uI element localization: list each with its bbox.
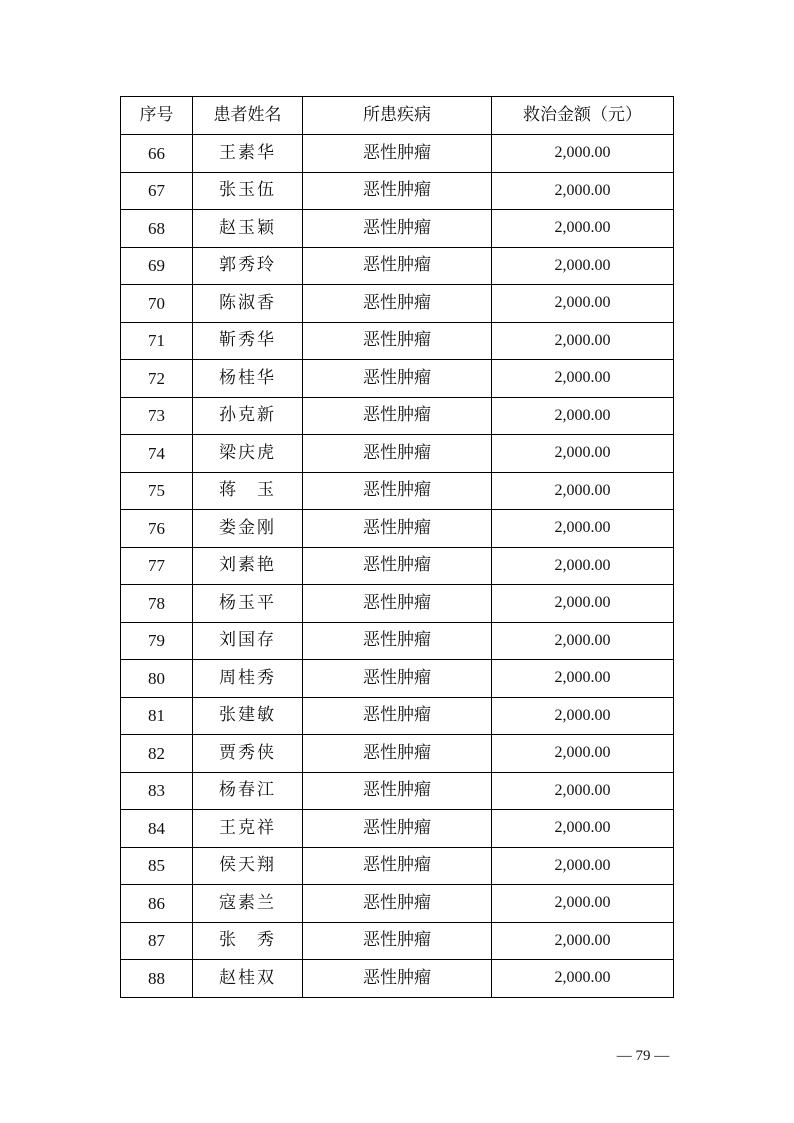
patient-name: 刘国存 bbox=[193, 622, 303, 660]
patient-name: 侯天翔 bbox=[193, 847, 303, 885]
table-row bbox=[121, 735, 674, 773]
patient-name: 靳秀华 bbox=[193, 322, 303, 360]
header-patient-name: 患者姓名 bbox=[193, 97, 303, 135]
amount: 2,000.00 bbox=[492, 810, 674, 848]
disease: 恶性肿瘤 bbox=[303, 397, 492, 435]
patient-name: 梁庆虎 bbox=[193, 435, 303, 473]
amount: 2,000.00 bbox=[492, 885, 674, 923]
row-index: 75 bbox=[121, 472, 193, 510]
row-index: 86 bbox=[121, 885, 193, 923]
amount: 2,000.00 bbox=[492, 397, 674, 435]
disease: 恶性肿瘤 bbox=[303, 697, 492, 735]
patient-name: 蒋 玉 bbox=[193, 472, 303, 510]
table-row bbox=[121, 135, 674, 173]
disease: 恶性肿瘤 bbox=[303, 885, 492, 923]
row-index: 67 bbox=[121, 172, 193, 210]
row-index: 87 bbox=[121, 922, 193, 960]
amount: 2,000.00 bbox=[492, 510, 674, 548]
header-amount: 救治金额（元） bbox=[492, 97, 674, 135]
row-index: 77 bbox=[121, 547, 193, 585]
patient-name: 寇素兰 bbox=[193, 885, 303, 923]
row-index: 70 bbox=[121, 285, 193, 323]
disease: 恶性肿瘤 bbox=[303, 660, 492, 698]
disease: 恶性肿瘤 bbox=[303, 772, 492, 810]
amount: 2,000.00 bbox=[492, 210, 674, 248]
table-row bbox=[121, 585, 674, 623]
row-index: 88 bbox=[121, 960, 193, 998]
row-index: 81 bbox=[121, 697, 193, 735]
row-index: 66 bbox=[121, 135, 193, 173]
table-row bbox=[121, 547, 674, 585]
disease: 恶性肿瘤 bbox=[303, 285, 492, 323]
amount: 2,000.00 bbox=[492, 435, 674, 473]
disease: 恶性肿瘤 bbox=[303, 210, 492, 248]
row-index: 73 bbox=[121, 397, 193, 435]
disease: 恶性肿瘤 bbox=[303, 360, 492, 398]
patient-name: 赵玉颖 bbox=[193, 210, 303, 248]
header-disease: 所患疾病 bbox=[303, 97, 492, 135]
table-row bbox=[121, 435, 674, 473]
patient-name: 娄金刚 bbox=[193, 510, 303, 548]
disease: 恶性肿瘤 bbox=[303, 322, 492, 360]
amount: 2,000.00 bbox=[492, 172, 674, 210]
row-index: 85 bbox=[121, 847, 193, 885]
patient-name: 杨春江 bbox=[193, 772, 303, 810]
table-row bbox=[121, 960, 674, 998]
amount: 2,000.00 bbox=[492, 660, 674, 698]
table-row bbox=[121, 285, 674, 323]
table-row bbox=[121, 772, 674, 810]
patient-name: 刘素艳 bbox=[193, 547, 303, 585]
disease: 恶性肿瘤 bbox=[303, 735, 492, 773]
table-row bbox=[121, 660, 674, 698]
amount: 2,000.00 bbox=[492, 472, 674, 510]
disease: 恶性肿瘤 bbox=[303, 510, 492, 548]
row-index: 69 bbox=[121, 247, 193, 285]
page-number: — 79 — bbox=[616, 1048, 670, 1064]
disease: 恶性肿瘤 bbox=[303, 135, 492, 173]
disease: 恶性肿瘤 bbox=[303, 847, 492, 885]
row-index: 79 bbox=[121, 622, 193, 660]
row-index: 76 bbox=[121, 510, 193, 548]
amount: 2,000.00 bbox=[492, 360, 674, 398]
patient-name: 王素华 bbox=[193, 135, 303, 173]
amount: 2,000.00 bbox=[492, 322, 674, 360]
table-row bbox=[121, 172, 674, 210]
table-row bbox=[121, 247, 674, 285]
amount: 2,000.00 bbox=[492, 585, 674, 623]
amount: 2,000.00 bbox=[492, 922, 674, 960]
patient-name: 陈淑香 bbox=[193, 285, 303, 323]
patient-name: 贾秀侠 bbox=[193, 735, 303, 773]
amount: 2,000.00 bbox=[492, 135, 674, 173]
row-index: 83 bbox=[121, 772, 193, 810]
patient-name: 张建敏 bbox=[193, 697, 303, 735]
amount: 2,000.00 bbox=[492, 697, 674, 735]
table-row bbox=[121, 322, 674, 360]
table-row bbox=[121, 697, 674, 735]
table-row bbox=[121, 847, 674, 885]
patient-name: 赵桂双 bbox=[193, 960, 303, 998]
amount: 2,000.00 bbox=[492, 960, 674, 998]
disease: 恶性肿瘤 bbox=[303, 472, 492, 510]
disease: 恶性肿瘤 bbox=[303, 922, 492, 960]
table-row bbox=[121, 922, 674, 960]
patient-name: 王克祥 bbox=[193, 810, 303, 848]
amount: 2,000.00 bbox=[492, 285, 674, 323]
disease: 恶性肿瘤 bbox=[303, 172, 492, 210]
disease: 恶性肿瘤 bbox=[303, 547, 492, 585]
table-row bbox=[121, 210, 674, 248]
patient-name: 张玉伍 bbox=[193, 172, 303, 210]
disease: 恶性肿瘤 bbox=[303, 622, 492, 660]
amount: 2,000.00 bbox=[492, 622, 674, 660]
disease: 恶性肿瘤 bbox=[303, 585, 492, 623]
amount: 2,000.00 bbox=[492, 772, 674, 810]
table-header bbox=[121, 97, 674, 135]
row-index: 80 bbox=[121, 660, 193, 698]
amount: 2,000.00 bbox=[492, 247, 674, 285]
amount: 2,000.00 bbox=[492, 735, 674, 773]
row-index: 72 bbox=[121, 360, 193, 398]
patient-name: 孙克新 bbox=[193, 397, 303, 435]
table-row bbox=[121, 510, 674, 548]
amount: 2,000.00 bbox=[492, 547, 674, 585]
disease: 恶性肿瘤 bbox=[303, 247, 492, 285]
patient-name: 杨玉平 bbox=[193, 585, 303, 623]
row-index: 68 bbox=[121, 210, 193, 248]
header-index: 序号 bbox=[121, 97, 193, 135]
table-row bbox=[121, 472, 674, 510]
table-row bbox=[121, 622, 674, 660]
patient-name: 周桂秀 bbox=[193, 660, 303, 698]
row-index: 84 bbox=[121, 810, 193, 848]
table-body bbox=[121, 135, 674, 998]
table-row bbox=[121, 810, 674, 848]
disease: 恶性肿瘤 bbox=[303, 435, 492, 473]
row-index: 74 bbox=[121, 435, 193, 473]
patient-name: 张 秀 bbox=[193, 922, 303, 960]
table-row bbox=[121, 360, 674, 398]
disease: 恶性肿瘤 bbox=[303, 960, 492, 998]
header-row bbox=[121, 97, 674, 135]
relief-table bbox=[120, 96, 674, 998]
disease: 恶性肿瘤 bbox=[303, 810, 492, 848]
row-index: 78 bbox=[121, 585, 193, 623]
patient-name: 杨桂华 bbox=[193, 360, 303, 398]
row-index: 82 bbox=[121, 735, 193, 773]
amount: 2,000.00 bbox=[492, 847, 674, 885]
row-index: 71 bbox=[121, 322, 193, 360]
table-row bbox=[121, 885, 674, 923]
table-row bbox=[121, 397, 674, 435]
patient-name: 郭秀玲 bbox=[193, 247, 303, 285]
